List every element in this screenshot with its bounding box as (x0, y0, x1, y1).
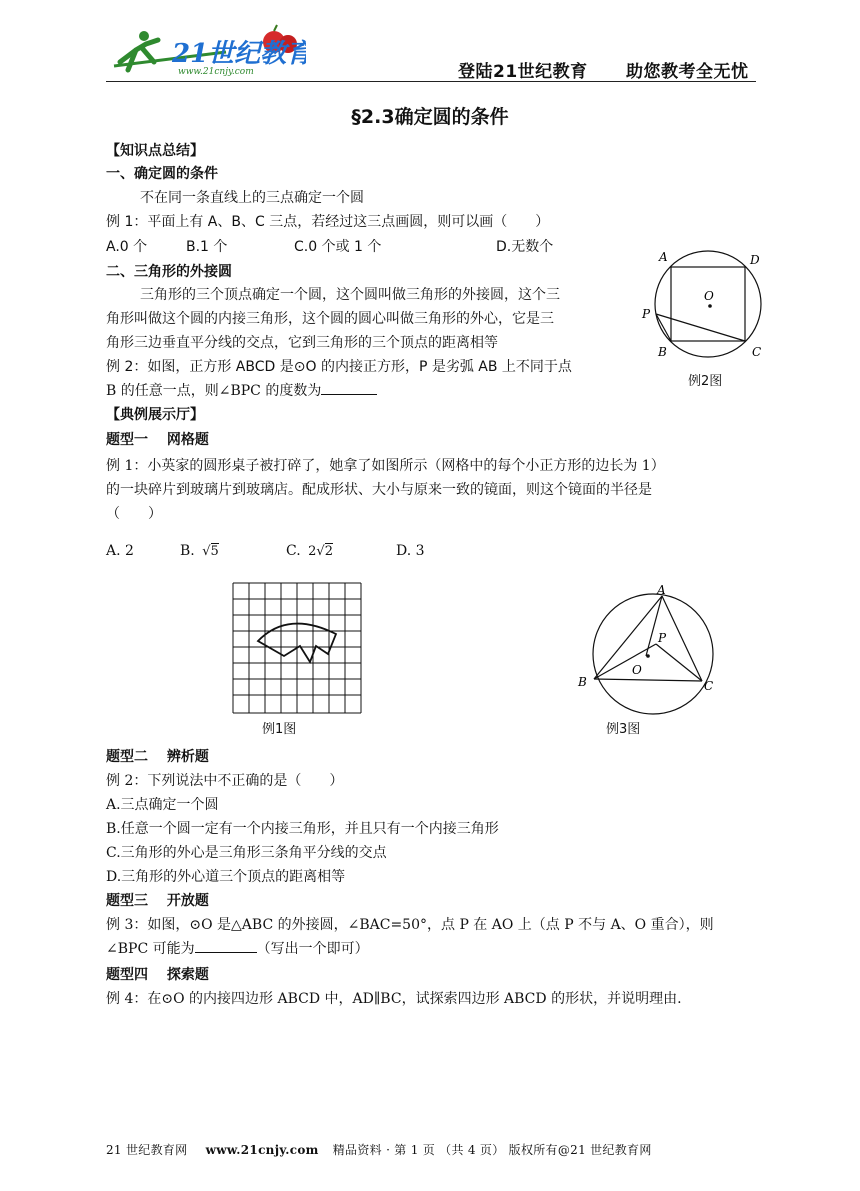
example-1-question: 例 1：平面上有 A、B、C 三点，若经过这三点画圆，则可以画（ ） (106, 214, 550, 230)
label-o: O (704, 289, 714, 303)
option-b-radicand: 5 (210, 544, 219, 559)
example-2-question-line2 (106, 381, 377, 401)
type-1-option-d: D. 3 (396, 543, 425, 559)
section-2-text-line3: 角形三边垂直平分线的交点，它到三角形的三个顶点的距离相等 (106, 335, 498, 351)
type-2-heading: 题型二 辨析题 (106, 749, 209, 765)
label-d: D (750, 253, 760, 267)
figure-example-1-caption: 例1图 (262, 722, 297, 737)
label-p: P (642, 307, 651, 321)
type-1-question-line1: 例 1：小英家的圆形桌子被打碎了，她拿了如图所示（网格中的每个小正方形的边长为 1） (106, 458, 665, 474)
example-2-question-line1: 例 2：如图，正方形 ABCD 是⊙O 的内接正方形，P 是劣弧 AB 上不同于点 (106, 359, 572, 375)
example-1-option-b: B.1 个 (186, 239, 228, 255)
figure-triangle-in-circle (570, 582, 720, 716)
label-p: P (658, 631, 667, 645)
type-1-question-line2: 的一块碎片到玻璃片到玻璃店。配成形状、大小与原来一致的镜面，则这个镜面的半径是 (106, 482, 652, 498)
header-divider (106, 81, 756, 82)
type-2-option-b: B.任意一个圆一定有一个内接三角形，并且只有一个内接三角形 (106, 821, 499, 837)
type-4-question: 例 4：在⊙O 的内接四边形 ABCD 中，AD∥BC，试探索四边形 ABCD 的形状，并说明理由. (106, 991, 682, 1007)
site-logo (106, 22, 306, 78)
figure-grid-fragment (228, 580, 368, 716)
footer-url-link[interactable]: www.21cnjy.com (205, 1143, 319, 1157)
page-footer (106, 1141, 652, 1158)
type-3-question-line2 (106, 939, 369, 959)
figure-example-3-caption: 例3图 (606, 722, 641, 737)
logo-text: 21世纪教育 (172, 39, 306, 69)
section-knowledge-summary: 【知识点总结】 (106, 143, 204, 159)
answer-blank (321, 394, 377, 395)
section-1-text: 不在同一条直线上的三点确定一个圆 (140, 190, 364, 206)
logo-url: www.21cnjy.com (178, 67, 254, 77)
example-1-option-a: A.0 个 (106, 239, 148, 255)
type-3-question-hint: （写出一个即可） (256, 941, 369, 957)
type-1-question-line3: （ ） (106, 506, 162, 522)
header-slogan-left: 登陆21世纪教育 (458, 62, 588, 82)
label-c: C (752, 345, 762, 359)
figure-square-in-circle (640, 244, 770, 374)
type-1-option-c: C. 2√2 (286, 543, 333, 559)
section-2-heading: 二、三角形的外接圆 (106, 264, 232, 280)
type-2-question: 例 2：下列说法中不正确的是（ ） (106, 773, 344, 789)
type-1-option-a: A. 2 (106, 543, 134, 559)
footer-site: 21 世纪教育网 (106, 1143, 188, 1157)
type-3-question-text: ∠BPC 可能为 (106, 941, 195, 957)
figure-example-2 (640, 244, 770, 394)
type-1-option-b-label: B. (180, 543, 195, 559)
header-slogan-right: 助您教考全无忧 (626, 62, 749, 82)
section-showcase: 【典例展示厅】 (106, 407, 204, 423)
label-a: A (657, 583, 666, 597)
option-c-radicand: 2 (324, 544, 333, 559)
logo-graphic (106, 22, 306, 78)
option-c-coefficient: 2 (308, 544, 317, 559)
section-2-text-line1: 三角形的三个顶点确定一个圆，这个圆叫做三角形的外接圆，这个三 (140, 287, 560, 303)
label-b: B (578, 675, 587, 689)
figure-example-2-caption: 例2图 (688, 374, 723, 389)
label-o: O (632, 663, 642, 677)
type-3-question-line1: 例 3：如图，⊙O 是△ABC 的外接圆，∠BAC=50°，点 P 在 AO 上（点 P 不与 A、O 重合），则 (106, 917, 714, 933)
type-1-heading: 题型一 网格题 (106, 432, 209, 448)
figure-example-1 (228, 580, 368, 740)
example-1-option-c: C.0 个或 1 个 (294, 239, 382, 255)
type-2-option-d: D.三角形的外心道三个顶点的距离相等 (106, 869, 346, 885)
type-1-option-c-label: C. (286, 543, 301, 559)
type-4-heading: 题型四 探索题 (106, 967, 209, 983)
type-2-option-c: C.三角形的外心是三角形三条角平分线的交点 (106, 845, 387, 861)
example-1-option-d: D.无数个 (496, 239, 554, 255)
type-3-heading: 题型三 开放题 (106, 893, 209, 909)
label-b: B (658, 345, 667, 359)
footer-info: 精品资料 · 第 1 页 （共 4 页） 版权所有@21 世纪教育网 (332, 1143, 652, 1157)
page-title: §2.3确定圆的条件 (351, 106, 509, 128)
answer-blank (195, 952, 257, 953)
type-2-option-a: A.三点确定一个圆 (106, 797, 219, 813)
section-2-text-line2: 角形叫做这个圆的内接三角形，这个圆的圆心叫做三角形的外心，它是三 (106, 311, 554, 327)
example-2-question-text: B 的任意一点，则∠BPC 的度数为 (106, 383, 322, 399)
type-1-option-b: B. √5 (180, 543, 219, 559)
figure-example-3 (570, 582, 720, 742)
section-1-heading: 一、确定圆的条件 (106, 166, 218, 182)
label-a: A (659, 250, 668, 264)
label-c: C (704, 679, 714, 693)
